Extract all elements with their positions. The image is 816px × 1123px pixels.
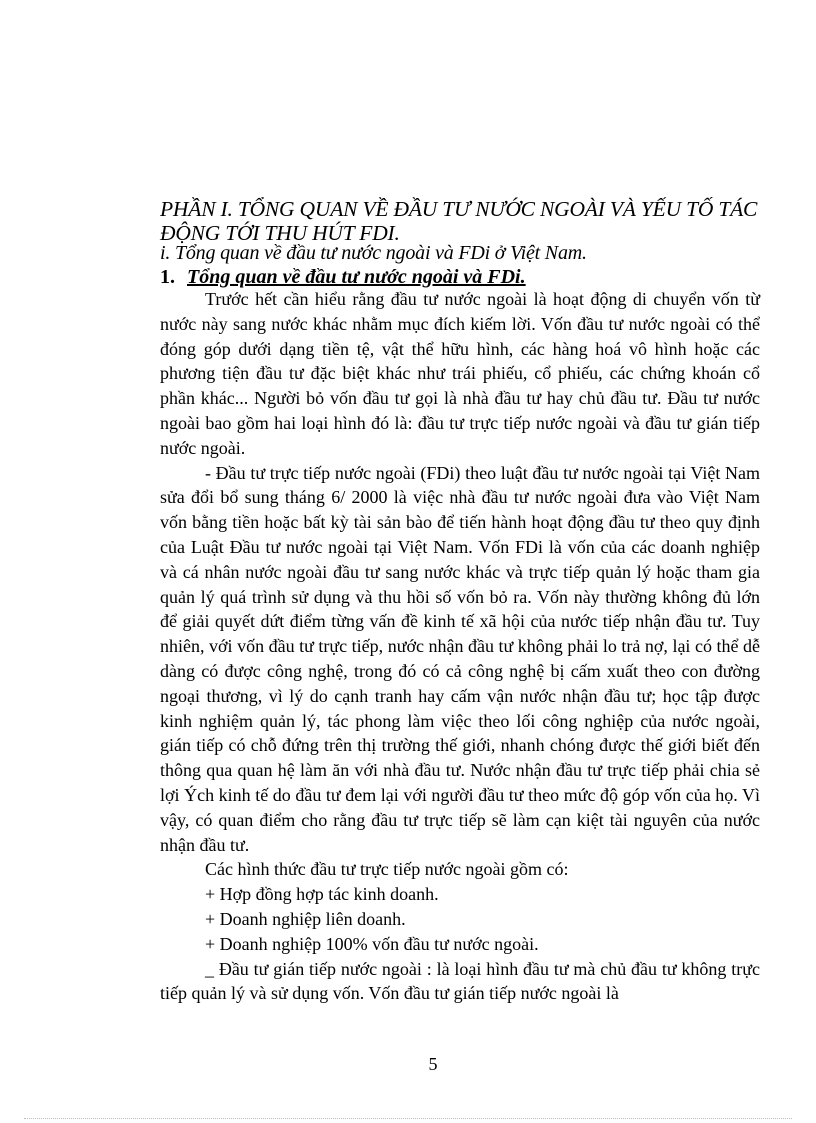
part-title: PHẦN I. TỔNG QUAN VỀ ĐẦU TƯ NƯỚC NGOÀI VÀ YẾU TỐ TÁC ĐỘNG TỚI THU HÚT FDI.: [160, 197, 758, 245]
paragraph-fdi-definition: - Đầu tư trực tiếp nước ngoài (FDi) theo luật đầu tư nước ngoài tại Việt Nam sửa đổi bổ sung tháng 6/ 2000 là việc nhà đầu tư nước ngoài đưa vào Việt Nam vốn bằng tiền hoặc bất kỳ tài sản bào để tiến hành hoạt động đầu tư theo quy định của Luật Đầu tư nước ngoài tại Việt Nam. Vốn FDi là vốn của các doanh nghiệp và cá nhân nước ngoài đầu tư sang nước khác và trực tiếp quản lý hoặc tham gia quản lý quá trình sử dụng và thu hồi số vốn bỏ ra. Vốn này thường không đủ lớn để giải quyết dứt điểm từng vấn đề kinh tế xã hội của nước tiếp nhận đầu tư. Tuy nhiên, với vốn đầu tư trực tiếp, nước nhận đầu tư không phải lo trả nợ, lại có thể dễ dàng có được công nghệ, trong đó có cả công nghệ bị cấm xuất theo con đường ngoại thương, vì lý do cạnh tranh hay cấm vận nước nhận đầu tư; học tập được kinh nghiệm quản lý, tác phong làm việc theo lối công nghiệp của nước ngoài, gián tiếp có chỗ đứng trên thị trường thế giới, nhanh chóng được thế giới biết đến thông qua quan hệ làm ăn với nhà đầu tư. Nước nhận đầu tư trực tiếp phải chia sẻ lợi Ých kinh tế do đầu tư đem lại với người đầu tư theo mức độ góp vốn của họ. Vì vậy, có quan điểm cho rằng đầu tư trực tiếp sẽ làm cạn kiệt tài nguyên của nước nhận đầu tư.: [160, 462, 760, 855]
section-title: Tổng quan về đầu tư nước ngoài và FDi.: [187, 266, 526, 288]
section-heading-i: i. Tổng quan về đầu tư nước ngoài và FDi ở Việt Nam.: [160, 242, 587, 264]
list-item: + Hợp đồng hợp tác kinh doanh.: [205, 884, 439, 905]
list-item: + Doanh nghiệp liên doanh.: [205, 908, 406, 929]
page-number: 5: [428, 1054, 438, 1074]
paragraph-indirect-investment: _ Đầu tư gián tiếp nước ngoài : là loại hình đầu tư mà chủ đầu tư không trực tiếp quản lý và sử dụng vốn. Vốn đầu tư gián tiếp nước ngoài là: [160, 958, 760, 1004]
list-item: + Doanh nghiệp 100% vốn đầu tư nước ngoài.: [205, 933, 539, 954]
body-text: [160, 287, 760, 1006]
paragraph-forms-intro: Các hình thức đầu tư trực tiếp nước ngoài gồm có:: [205, 859, 569, 880]
section-number: 1.: [160, 266, 175, 288]
section-heading-1: [160, 265, 760, 289]
page-bottom-rule: [24, 1118, 792, 1119]
paragraph-intro: Trước hết cần hiểu rằng đầu tư nước ngoài là hoạt động di chuyển vốn từ nước này sang nước khác nhằm mục đích kiếm lời. Vốn đầu tư nước ngoài có thể đóng góp dưới dạng tiền tệ, vật thể hữu hình, các hàng hoá vô hình hoặc các phương tiện đầu tư đặc biệt khác như trái phiếu, cổ phiếu, các chứng khoán cổ phần khác... Người bỏ vốn đầu tư gọi là nhà đầu tư hay chủ đầu tư. Đầu tư nước ngoài bao gồm hai loại hình đó là: đầu tư trực tiếp nước ngoài và đầu tư gián tiếp nước ngoài.: [160, 289, 760, 458]
